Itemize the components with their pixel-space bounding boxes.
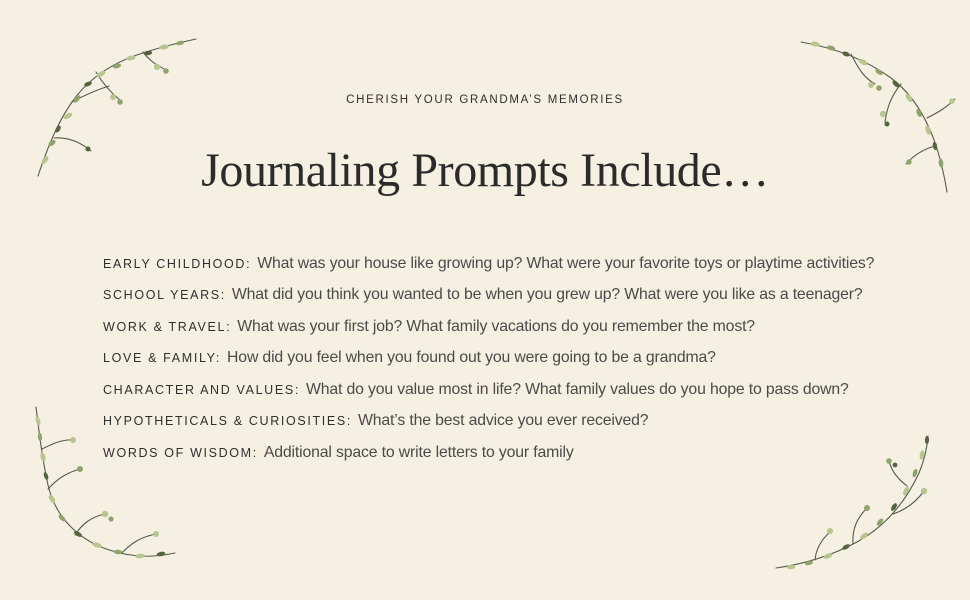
prompt-label: WORDS OF WISDOM: <box>103 445 258 460</box>
prompt-label: SCHOOL YEARS: <box>103 288 226 303</box>
prompt-row-character-values <box>103 374 933 406</box>
prompt-text: What do you value most in life? What family values do you hope to pass down? <box>305 380 849 398</box>
prompt-text: Additional space to write letters to your family <box>263 443 574 461</box>
prompt-text: What did you think you wanted to be when you grew up? What were you like as a teenager? <box>231 286 863 304</box>
page-title: Journaling Prompts Include… <box>201 144 769 197</box>
prompt-label: EARLY CHILDHOOD: <box>103 256 252 271</box>
eyebrow-heading: CHERISH YOUR GRANDMA’S MEMORIES <box>346 94 624 106</box>
prompt-row-love-family <box>103 343 933 375</box>
prompt-text: What was your first job? What family vacations do you remember the most? <box>237 317 755 335</box>
prompt-row-words-of-wisdom <box>103 437 933 469</box>
prompt-text: What’s the best advice you ever received? <box>358 412 649 430</box>
prompt-label: LOVE & FAMILY: <box>103 351 222 366</box>
prompt-label: HYPOTHETICALS & CURIOSITIES: <box>103 414 353 429</box>
prompt-row-work-travel <box>103 311 933 343</box>
prompt-text: How did you feel when you found out you were going to be a grandma? <box>227 349 716 367</box>
prompt-label: WORK & TRAVEL: <box>103 319 232 334</box>
prompt-list <box>103 248 933 469</box>
prompt-label: CHARACTER AND VALUES: <box>103 382 300 397</box>
prompt-text: What was your house like growing up? What were your favorite toys or playtime activities? <box>257 254 875 272</box>
prompt-row-hypotheticals-curiosities <box>103 406 933 438</box>
prompt-row-school-years <box>103 280 933 312</box>
prompt-row-early-childhood <box>103 248 933 280</box>
